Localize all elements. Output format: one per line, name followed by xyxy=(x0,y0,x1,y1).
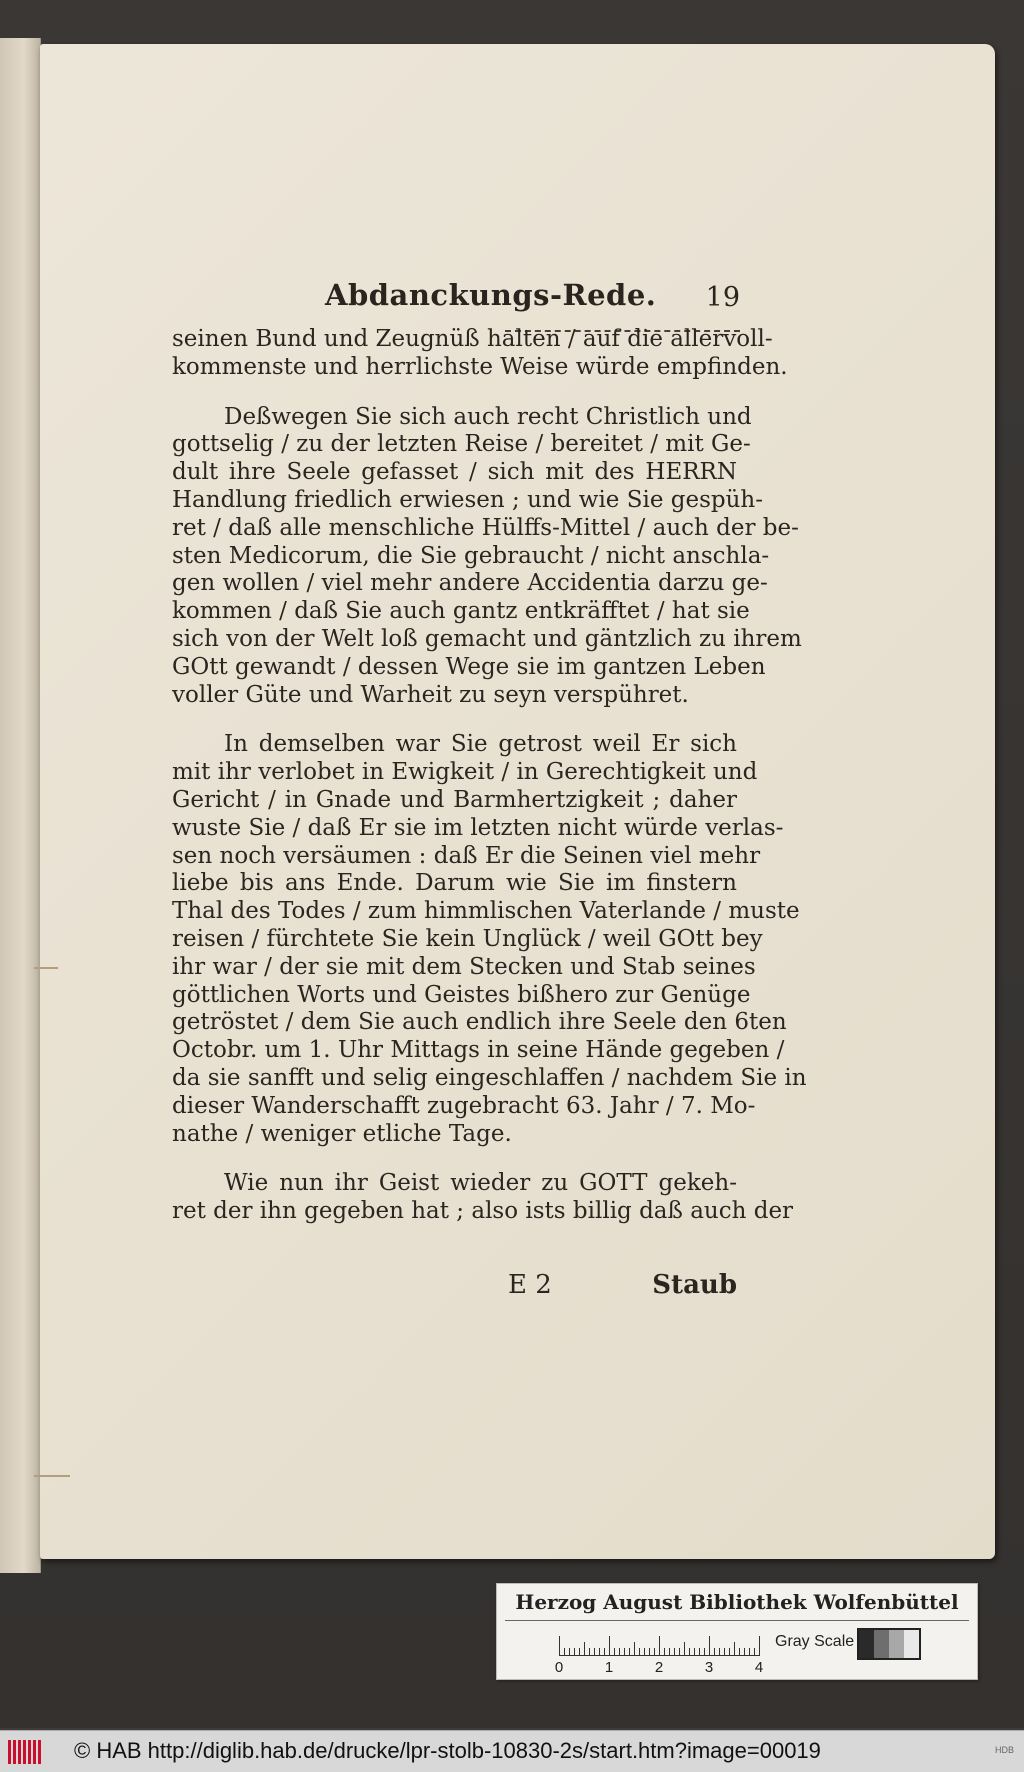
ruler-tick xyxy=(599,1648,600,1656)
ruler-tick xyxy=(684,1642,685,1656)
ruler-tick xyxy=(654,1648,655,1656)
text-line: Deßwegen Sie sich auch recht Christlich und xyxy=(224,403,752,430)
ruler-tick xyxy=(629,1648,630,1656)
ruler-tick xyxy=(739,1648,740,1656)
ruler-tick xyxy=(669,1648,670,1656)
text-line: Thal des Todes / zum himmlischen Vaterlande / muste xyxy=(172,898,800,925)
ruler-tick xyxy=(634,1642,635,1656)
catchword: Staub xyxy=(652,1270,737,1300)
text-line: da sie sanfft und selig eingeschlaffen / nachdem Sie in xyxy=(172,1064,807,1091)
ruler-tick xyxy=(574,1648,575,1656)
text-line: seinen Bund und Zeugnüß halten / auf die allervoll- xyxy=(172,326,773,352)
text-line: göttlichen Worts und Geistes bißhero zur Genüge xyxy=(172,981,751,1008)
gray-scale-swatches xyxy=(857,1628,921,1660)
paragraph xyxy=(172,403,802,710)
gray-swatch xyxy=(889,1630,904,1658)
text-line: sich von der Welt loß gemacht und gäntzlich zu ihrem xyxy=(172,625,802,652)
text-line: ret der ihn gegeben hat ; also ists billig daß auch der xyxy=(172,1198,794,1225)
text-line: dult ihre Seele gefasset / sich mit des HERRN xyxy=(172,459,737,486)
text-line: sten Medicorum, die Sie gebraucht / nicht anschla- xyxy=(172,542,770,569)
paragraph xyxy=(172,326,788,382)
text-line: Gericht / in Gnade und Barmhertzigkeit ; daher xyxy=(172,786,737,813)
card-divider xyxy=(505,1620,969,1621)
text-line: liebe bis ans Ende. Darum wie Sie im finstern xyxy=(172,870,737,897)
hab-logo-icon xyxy=(8,1740,46,1764)
paragraph xyxy=(172,731,807,1148)
ruler-tick xyxy=(594,1648,595,1656)
gray-scale-label: Gray Scale xyxy=(775,1633,855,1650)
text-line: gen wollen / viel mehr andere Accidentia darzu ge- xyxy=(172,570,768,597)
ruler-tick xyxy=(754,1648,755,1656)
ruler-tick xyxy=(714,1648,715,1656)
gray-swatch xyxy=(874,1630,889,1658)
ruler-tick xyxy=(699,1648,700,1656)
ruler-tick xyxy=(589,1648,590,1656)
page-header xyxy=(325,278,740,318)
ruler-tick xyxy=(619,1648,620,1656)
scale-number: 1 xyxy=(604,1659,614,1676)
text-line: Handlung friedlich erwiesen ; und wie Sie gespüh- xyxy=(172,486,764,513)
copyright-url[interactable]: © HAB http://diglib.hab.de/drucke/lpr-stolb-10830-2s/start.htm?image=00019 xyxy=(74,1738,821,1763)
scale-number: 3 xyxy=(704,1659,714,1676)
ruler-tick xyxy=(734,1642,735,1656)
text-line: gottselig / zu der letzten Reise / bereitet / mit Ge- xyxy=(172,431,751,458)
paragraph xyxy=(172,1170,794,1226)
text-line: reisen / fürchtete Sie kein Unglück / weil GOtt bey xyxy=(172,925,763,952)
ruler-tick xyxy=(644,1648,645,1656)
gray-swatch xyxy=(859,1630,874,1658)
text-line: ret / daß alle menschliche Hülffs-Mittel / auch der be- xyxy=(172,514,799,541)
footer-mark: HDB xyxy=(994,1745,1014,1755)
text-line: GOtt gewandt / dessen Wege sie im gantzen Leben xyxy=(172,653,766,680)
ruler-tick xyxy=(564,1648,565,1656)
binding-thread xyxy=(34,1475,70,1477)
text-line: voller Güte und Warheit zu seyn verspühret. xyxy=(172,681,689,708)
text-line: kommenste und herrlichste Weise würde empfinden. xyxy=(172,353,788,380)
ruler-tick xyxy=(679,1648,680,1656)
ruler-tick xyxy=(604,1648,605,1656)
left-page-edge xyxy=(0,38,41,1573)
text-line: Octobr. um 1. Uhr Mittags in seine Hände gegeben / xyxy=(172,1037,785,1064)
ruler-tick xyxy=(749,1648,750,1656)
ruler-tick xyxy=(759,1636,760,1656)
signature-mark: E 2 xyxy=(508,1270,552,1300)
text-line: sen noch versäumen : daß Er die Seinen viel mehr xyxy=(172,842,761,869)
text-line: mit ihr verlobet in Ewigkeit / in Gerechtigkeit und xyxy=(172,759,758,786)
ruler-tick xyxy=(719,1648,720,1656)
color-calibration-card xyxy=(496,1583,978,1680)
ruler-tick xyxy=(579,1648,580,1656)
card-title: Herzog August Bibliothek Wolfenbüttel xyxy=(515,1590,959,1614)
ruler-tick xyxy=(724,1648,725,1656)
ruler-tick xyxy=(704,1648,705,1656)
text-line: In demselben war Sie getrost weil Er sich xyxy=(224,731,737,758)
scale-number: 0 xyxy=(554,1659,564,1676)
ruler-tick xyxy=(694,1648,695,1656)
text-line: nathe / weniger etliche Tage. xyxy=(172,1120,512,1147)
ruler-tick xyxy=(624,1648,625,1656)
ruler-tick xyxy=(614,1648,615,1656)
ruler-tick xyxy=(639,1648,640,1656)
scale-number: 4 xyxy=(754,1659,764,1676)
text-line: kommen / daß Sie auch gantz entkräfftet / hat sie xyxy=(172,598,750,625)
ruler-tick xyxy=(729,1648,730,1656)
scale-ruler xyxy=(559,1634,759,1656)
text-line: Wie nun ihr Geist wieder zu GOTT gekeh- xyxy=(224,1170,737,1197)
text-line: dieser Wanderschafft zugebracht 63. Jahr / 7. Mo- xyxy=(172,1092,756,1119)
text-line: getröstet / dem Sie auch endlich ihre Seele den 6ten xyxy=(172,1009,787,1036)
ruler-tick xyxy=(584,1642,585,1656)
ruler-tick xyxy=(674,1648,675,1656)
footer-bar xyxy=(0,1730,1024,1772)
binding-thread xyxy=(34,967,58,969)
page-number: 19 xyxy=(705,282,740,313)
ruler-tick xyxy=(609,1636,610,1656)
body-text xyxy=(172,326,807,1226)
text-line: wuste Sie / daß Er sie im letzten nicht würde verlas- xyxy=(172,814,784,841)
ruler-tick xyxy=(689,1648,690,1656)
ruler-tick xyxy=(649,1648,650,1656)
ruler-tick xyxy=(569,1648,570,1656)
ruler-tick xyxy=(709,1636,710,1656)
ruler-tick xyxy=(744,1648,745,1656)
text-line: ihr war / der sie mit dem Stecken und Stab seines xyxy=(172,953,756,980)
ruler-tick xyxy=(559,1636,560,1656)
ruler-tick xyxy=(659,1636,660,1656)
ruler-tick xyxy=(664,1648,665,1656)
gray-swatch xyxy=(904,1630,919,1658)
running-title: Abdanckungs-Rede. xyxy=(325,278,657,312)
scale-number: 2 xyxy=(654,1659,664,1676)
